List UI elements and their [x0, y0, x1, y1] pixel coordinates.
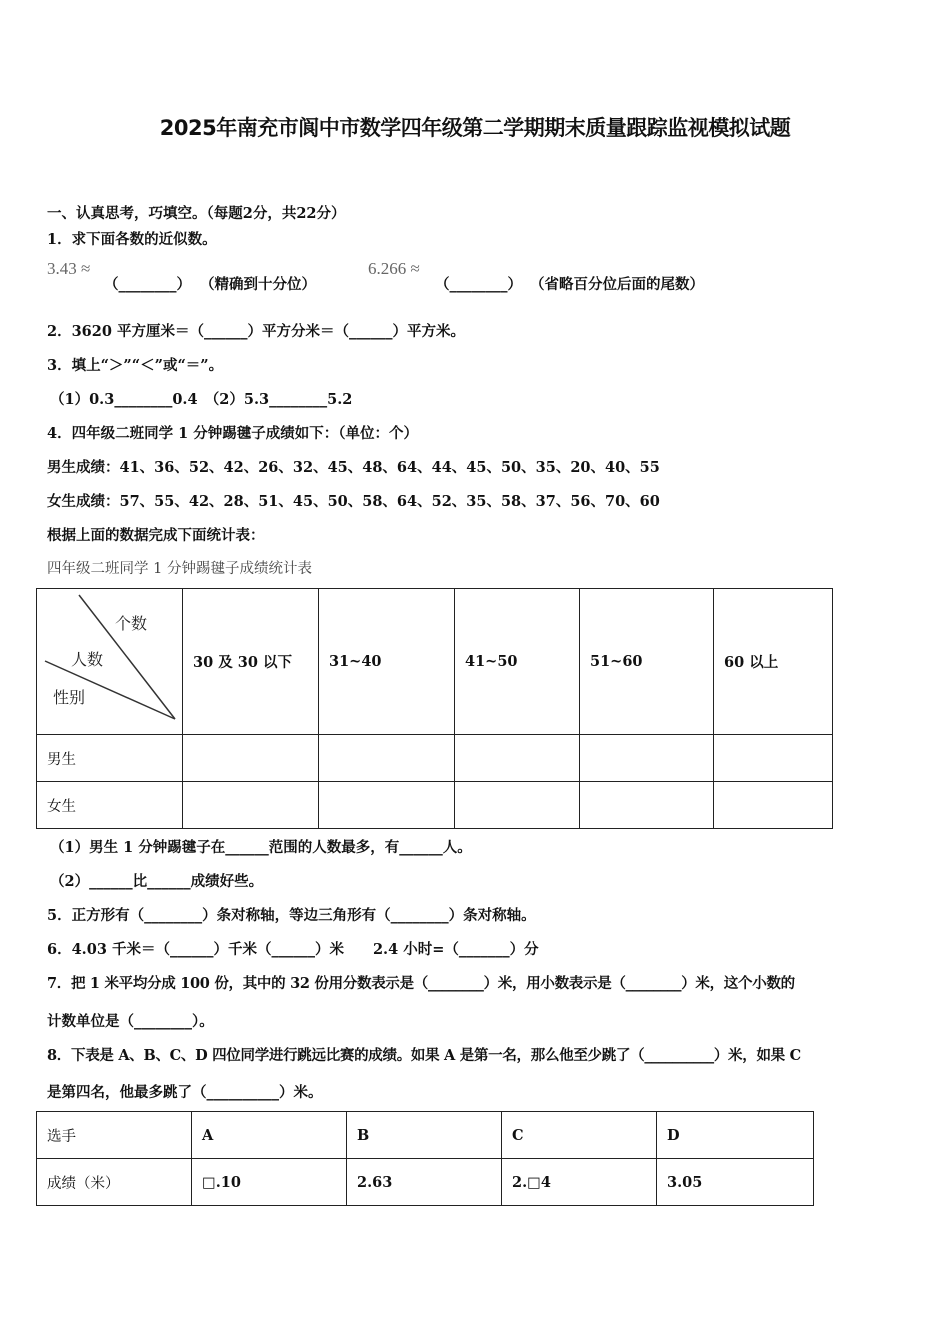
question-1b-expression: 6.266 ≈	[368, 259, 420, 278]
corner-label-gender: 性别	[53, 688, 86, 707]
column-header: 51~60	[580, 589, 714, 735]
question-3-parts: （1）0.3________0.4 （2）5.3________5.2	[50, 391, 353, 408]
long-jump-table	[36, 1111, 814, 1206]
question-8-line-1: 8．下表是 A、B、C、D 四位同学进行跳远比赛的成绩。如果 A 是第一名，那么他至少跳了（__________）米，如果 C	[47, 1047, 801, 1064]
question-4-boys-scores: 男生成绩：41、36、52、42、26、32、45、48、64、44、45、50、35、20、40、55	[47, 459, 660, 476]
score-cell: 3.05	[657, 1159, 814, 1206]
answer-cell[interactable]	[580, 735, 714, 782]
answer-cell[interactable]	[319, 735, 455, 782]
question-7-line-2: 计数单位是（________）。	[47, 1013, 214, 1030]
question-4-instruction: 根据上面的数据完成下面统计表：	[47, 527, 265, 544]
diagonal-header-cell	[37, 589, 183, 735]
answer-cell[interactable]	[714, 735, 833, 782]
answer-cell[interactable]	[455, 782, 580, 829]
column-header: 60 以上	[714, 589, 833, 735]
question-4-girls-scores: 女生成绩：57、55、42、28、51、45、50、58、64、52、35、58、37、56、70、60	[47, 493, 660, 510]
row-label-boys: 男生	[37, 735, 183, 782]
corner-label-people: 人数	[71, 650, 104, 669]
answer-cell[interactable]	[183, 782, 319, 829]
page-title: 2025年南充市阆中市数学四年级第二学期期末质量跟踪监视模拟试题	[159, 116, 791, 140]
column-header: 41~50	[455, 589, 580, 735]
table-row	[37, 735, 833, 782]
answer-cell[interactable]	[714, 782, 833, 829]
score-cell: □.10	[192, 1159, 347, 1206]
header-cell: A	[192, 1112, 347, 1159]
header-cell: B	[347, 1112, 502, 1159]
question-2: 2．3620 平方厘米＝（______）平方分米＝（______）平方米。	[47, 323, 465, 340]
table-header-row	[37, 1112, 814, 1159]
question-1a-expression: 3.43 ≈	[47, 259, 91, 278]
column-header: 30 及 30 以下	[183, 589, 319, 735]
column-header: 31~40	[319, 589, 455, 735]
answer-cell[interactable]	[183, 735, 319, 782]
answer-cell[interactable]	[455, 735, 580, 782]
question-4-sub-1: （1）男生 1 分钟踢毽子在______范围的人数最多，有______人。	[50, 839, 472, 856]
row-label-score: 成绩（米）	[37, 1159, 192, 1206]
table-row	[37, 1159, 814, 1206]
table-row	[37, 782, 833, 829]
question-8-line-2: 是第四名，他最多跳了（__________）米。	[47, 1084, 323, 1101]
row-label-girls: 女生	[37, 782, 183, 829]
question-4-sub-2: （2）______比______成绩好些。	[50, 873, 264, 890]
question-3-stem: 3．填上“＞”“＜”或“＝”。	[47, 357, 224, 374]
question-1a-note: （精确到十分位）	[200, 276, 316, 293]
question-1-stem: 1．求下面各数的近似数。	[47, 231, 217, 248]
score-cell: 2.63	[347, 1159, 502, 1206]
question-7-line-1: 7．把 1 米平均分成 100 份，其中的 32 份用分数表示是（________）米，用小数表示是（________）米，这个小数的	[47, 975, 795, 992]
question-1b-answer-blank[interactable]: （________）	[435, 276, 522, 293]
question-1b-note: （省略百分位后面的尾数）	[530, 276, 704, 293]
header-cell: D	[657, 1112, 814, 1159]
question-1a-answer-blank[interactable]: （________）	[104, 276, 191, 293]
diagonal-lines-icon	[37, 589, 182, 734]
question-6: 6．4.03 千米＝（______）千米（______）米 2.4 小时=（_______）分	[47, 941, 539, 958]
question-4-stem: 4．四年级二班同学 1 分钟踢毽子成绩如下：（单位：个）	[47, 425, 419, 442]
answer-cell[interactable]	[319, 782, 455, 829]
table-header-row	[37, 589, 833, 735]
header-cell: 选手	[37, 1112, 192, 1159]
score-statistics-table	[36, 588, 833, 829]
score-cell: 2.□4	[502, 1159, 657, 1206]
section-heading: 一、认真思考，巧填空。（每题2分，共22分）	[47, 205, 346, 222]
table-caption: 四年级二班同学 1 分钟踢毽子成绩统计表	[47, 561, 312, 577]
question-5: 5．正方形有（________）条对称轴，等边三角形有（________）条对称轴。	[47, 907, 536, 924]
answer-cell[interactable]	[580, 782, 714, 829]
header-cell: C	[502, 1112, 657, 1159]
corner-label-count: 个数	[115, 614, 148, 633]
